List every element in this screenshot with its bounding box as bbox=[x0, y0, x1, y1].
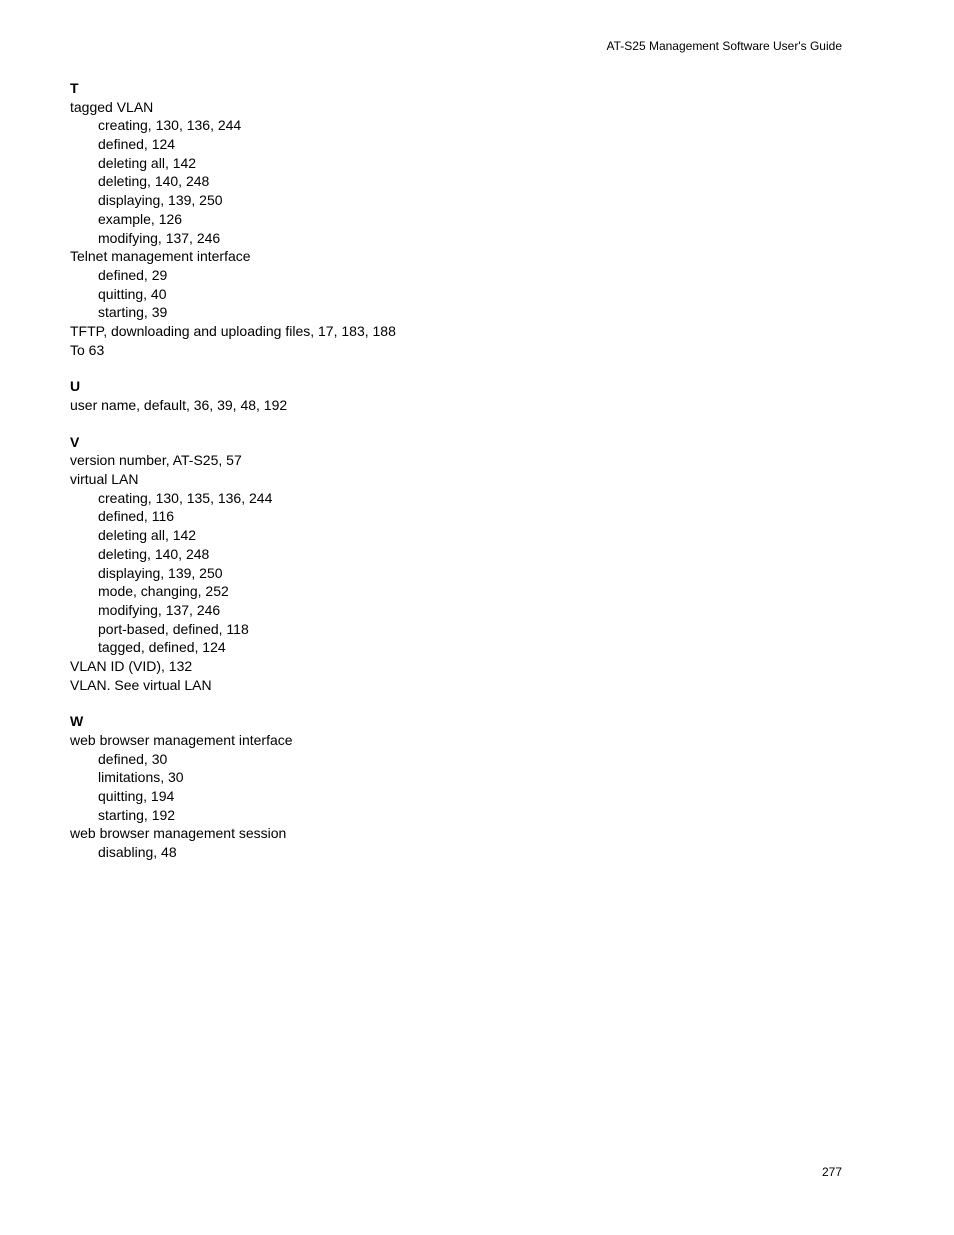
index-entry: VLAN ID (VID), 132 bbox=[70, 657, 193, 674]
index-subentry: disabling, 48 bbox=[98, 844, 177, 861]
index-entry: To 63 bbox=[70, 341, 105, 358]
index-letter-heading: V bbox=[70, 433, 80, 450]
index-subentry: port-based, defined, 118 bbox=[98, 620, 249, 637]
running-header: AT-S25 Management Software User's Guide bbox=[606, 39, 842, 53]
index-section-v bbox=[70, 433, 630, 695]
page-number: 277 bbox=[821, 1165, 842, 1179]
index-entry: user name, default, 36, 39, 48, 192 bbox=[70, 397, 288, 413]
index-subentry: example, 126 bbox=[98, 210, 183, 227]
index-subentry: limitations, 30 bbox=[98, 769, 184, 786]
index-entry: web browser management interface bbox=[70, 732, 293, 748]
index-section-w bbox=[70, 712, 630, 862]
index-subentry: deleting, 140, 248 bbox=[98, 173, 210, 190]
index-subentry: defined, 30 bbox=[98, 750, 168, 767]
index-subentry: starting, 192 bbox=[98, 806, 176, 823]
index-entry: TFTP, downloading and uploading files, 17, 183, 188 bbox=[70, 322, 396, 339]
index-entry: tagged VLAN bbox=[70, 98, 154, 115]
index-letter-heading: U bbox=[70, 378, 81, 395]
index-subentry: defined, 29 bbox=[98, 266, 168, 283]
index-subentry: creating, 130, 135, 136, 244 bbox=[98, 489, 273, 506]
index-subentry: modifying, 137, 246 bbox=[98, 229, 221, 246]
index-entry: VLAN. See virtual LAN bbox=[70, 676, 212, 693]
index-subentry: creating, 130, 136, 244 bbox=[98, 117, 242, 134]
index-subentry: quitting, 194 bbox=[98, 788, 175, 805]
index-letter-heading: W bbox=[70, 713, 84, 730]
index-section-t bbox=[70, 79, 630, 359]
index-list bbox=[70, 79, 630, 880]
index-subentry: deleting all, 142 bbox=[98, 527, 197, 544]
index-subentry: displaying, 139, 250 bbox=[98, 564, 223, 581]
index-subentry: tagged, defined, 124 bbox=[98, 639, 226, 656]
index-subentry: modifying, 137, 246 bbox=[98, 601, 221, 618]
index-section-u bbox=[70, 377, 630, 414]
index-entry: Telnet management interface bbox=[70, 248, 251, 265]
index-letter-heading: T bbox=[70, 80, 79, 96]
index-subentry: deleting, 140, 248 bbox=[98, 545, 210, 562]
index-subentry: quitting, 40 bbox=[98, 285, 167, 302]
index-subentry: defined, 124 bbox=[98, 136, 176, 153]
index-subentry: deleting all, 142 bbox=[98, 154, 197, 171]
index-entry: version number, AT-S25, 57 bbox=[70, 452, 242, 469]
index-entry: web browser management session bbox=[70, 825, 287, 842]
index-subentry: displaying, 139, 250 bbox=[98, 192, 223, 209]
index-subentry: starting, 39 bbox=[98, 304, 168, 321]
index-entry: virtual LAN bbox=[70, 471, 139, 488]
index-subentry: mode, changing, 252 bbox=[98, 583, 229, 600]
index-subentry: defined, 116 bbox=[98, 508, 175, 525]
